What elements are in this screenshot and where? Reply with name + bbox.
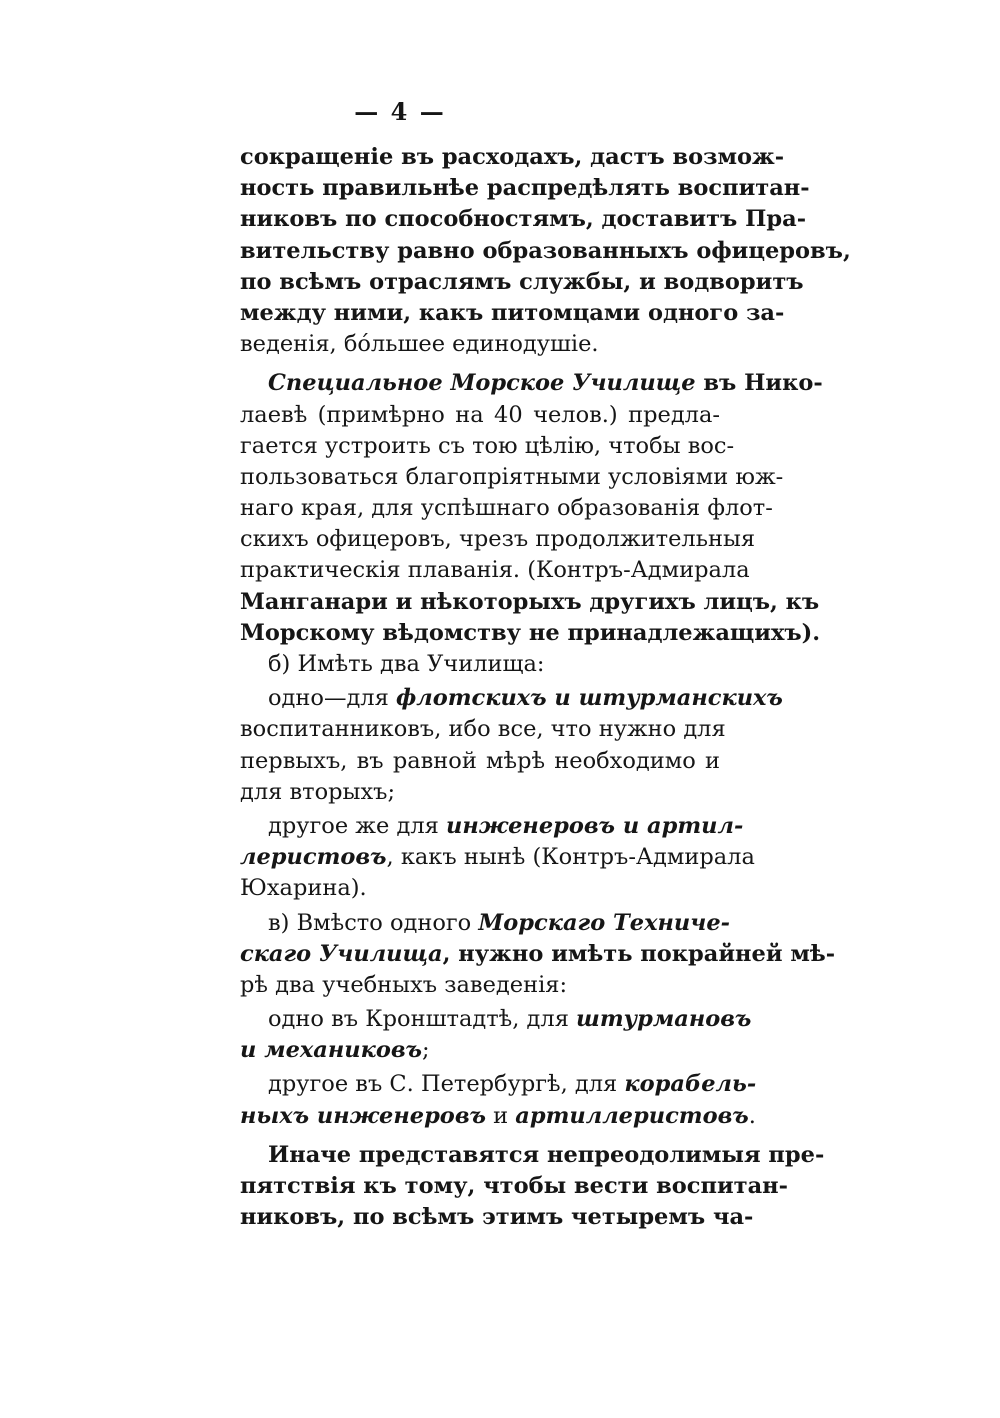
italic-term: Специальное Морское Училище (268, 370, 696, 397)
paragraph-technical-school (240, 908, 836, 1002)
text-line: рѣ два учебныхъ заведенія: (240, 971, 568, 998)
text-line: Иначе представятся непреодолимыя пре- (268, 1141, 825, 1168)
text-line: никовъ, по всѣмъ этимъ четыремъ ча- (240, 1204, 754, 1231)
text-fragment: . (748, 1102, 756, 1129)
text-fragment: одно въ Кронштадтѣ, для (268, 1006, 577, 1033)
text-line: практическія плаванія. (Контръ-Адмирала (240, 557, 750, 584)
text-fragment: в) Вмѣсто одного (268, 909, 479, 936)
text-line: Морскому вѣдомству не принадлежащихъ). (240, 619, 821, 646)
italic-term: скаго Училища (240, 940, 443, 967)
text-line: гается устроить съ тою цѣлію, чтобы вос- (240, 432, 735, 459)
text-line: вительству равно образованныхъ офицеровъ, (240, 237, 851, 264)
italic-term: корабель- (624, 1071, 757, 1098)
paragraph-special-school (240, 368, 823, 649)
text-line (240, 683, 783, 714)
italic-term: и механиковъ (240, 1037, 423, 1064)
text-fragment: и (485, 1102, 516, 1129)
paragraph-first-school (240, 683, 783, 808)
text-line (240, 1101, 756, 1132)
text-line: б) Имѣть два Училища: (268, 651, 545, 677)
text-line: сокращеніе въ расходахъ, дастъ возмож- (240, 144, 785, 170)
text-line: пятствія къ тому, чтобы вести воспитан- (240, 1173, 788, 1199)
paragraph-kronstadt (240, 1004, 752, 1066)
body-text (240, 142, 851, 1233)
italic-term: инженеровъ и артил- (445, 812, 744, 839)
text-line (240, 368, 823, 399)
italic-term: леристовъ (240, 844, 387, 871)
paragraph-obstacles (240, 1140, 825, 1234)
text-line: пользоваться благопріятными условіями юж- (240, 463, 784, 490)
italic-term: артиллеристовъ (515, 1102, 749, 1129)
italic-term: штурмановъ (576, 1006, 752, 1033)
text-line (240, 811, 744, 842)
text-line: никовъ по способностямъ, доставитъ Пра- (240, 206, 807, 233)
text-line: между ними, какъ питомцами одного за- (240, 299, 785, 326)
text-line (240, 908, 731, 939)
text-fragment: другое въ С. Петербургѣ, для (268, 1071, 625, 1098)
text-fragment: другое же для (268, 812, 446, 839)
text-line: наго края, для успѣшнаго образованія флот- (240, 495, 773, 522)
text-line: скихъ офицеровъ, чрезъ продолжительныя (240, 526, 756, 553)
text-line: для вторыхъ; (240, 778, 396, 805)
text-line: лаевѣ (примѣрно на 40 челов.) предла- (240, 401, 720, 428)
text-line: Манганари и нѣкоторыхъ другихъ лицъ, къ (240, 588, 820, 615)
text-line (240, 1069, 757, 1100)
text-line (240, 1035, 720, 1066)
text-line (240, 842, 755, 873)
text-fragment: ; (422, 1037, 430, 1064)
paragraph-petersburg (240, 1069, 757, 1131)
paragraph-continuation (240, 142, 851, 360)
text-line (240, 1004, 752, 1035)
page-number: — 4 — (354, 97, 446, 126)
text-line: воспитанниковъ, ибо все, что нужно для (240, 716, 726, 743)
text-fragment: въ Нико- (695, 370, 823, 397)
text-fragment: одно—для (268, 685, 396, 712)
text-fragment: , какъ нынѣ (Контръ-Адмирала (386, 844, 755, 871)
paragraph-second-school (240, 811, 755, 905)
text-line: первыхъ, въ равной мѣрѣ необходимо и (240, 747, 720, 774)
text-line (240, 939, 836, 970)
italic-term: ныхъ инженеровъ (240, 1102, 486, 1129)
text-line: по всѣмъ отраслямъ службы, и водворитъ (240, 268, 804, 295)
text-line: веденія, бóльшее единодушіе. (240, 331, 599, 358)
italic-term: Морскаго Техниче- (478, 909, 731, 936)
paragraph-two-schools (240, 649, 720, 680)
text-line: Юхарина). (240, 875, 367, 902)
text-fragment: , нужно имѣть покрайней мѣ- (442, 940, 836, 967)
text-line: ность правильнѣе распредѣлять воспитан- (240, 175, 810, 202)
italic-term: флотскихъ и штурманскихъ (395, 685, 783, 712)
